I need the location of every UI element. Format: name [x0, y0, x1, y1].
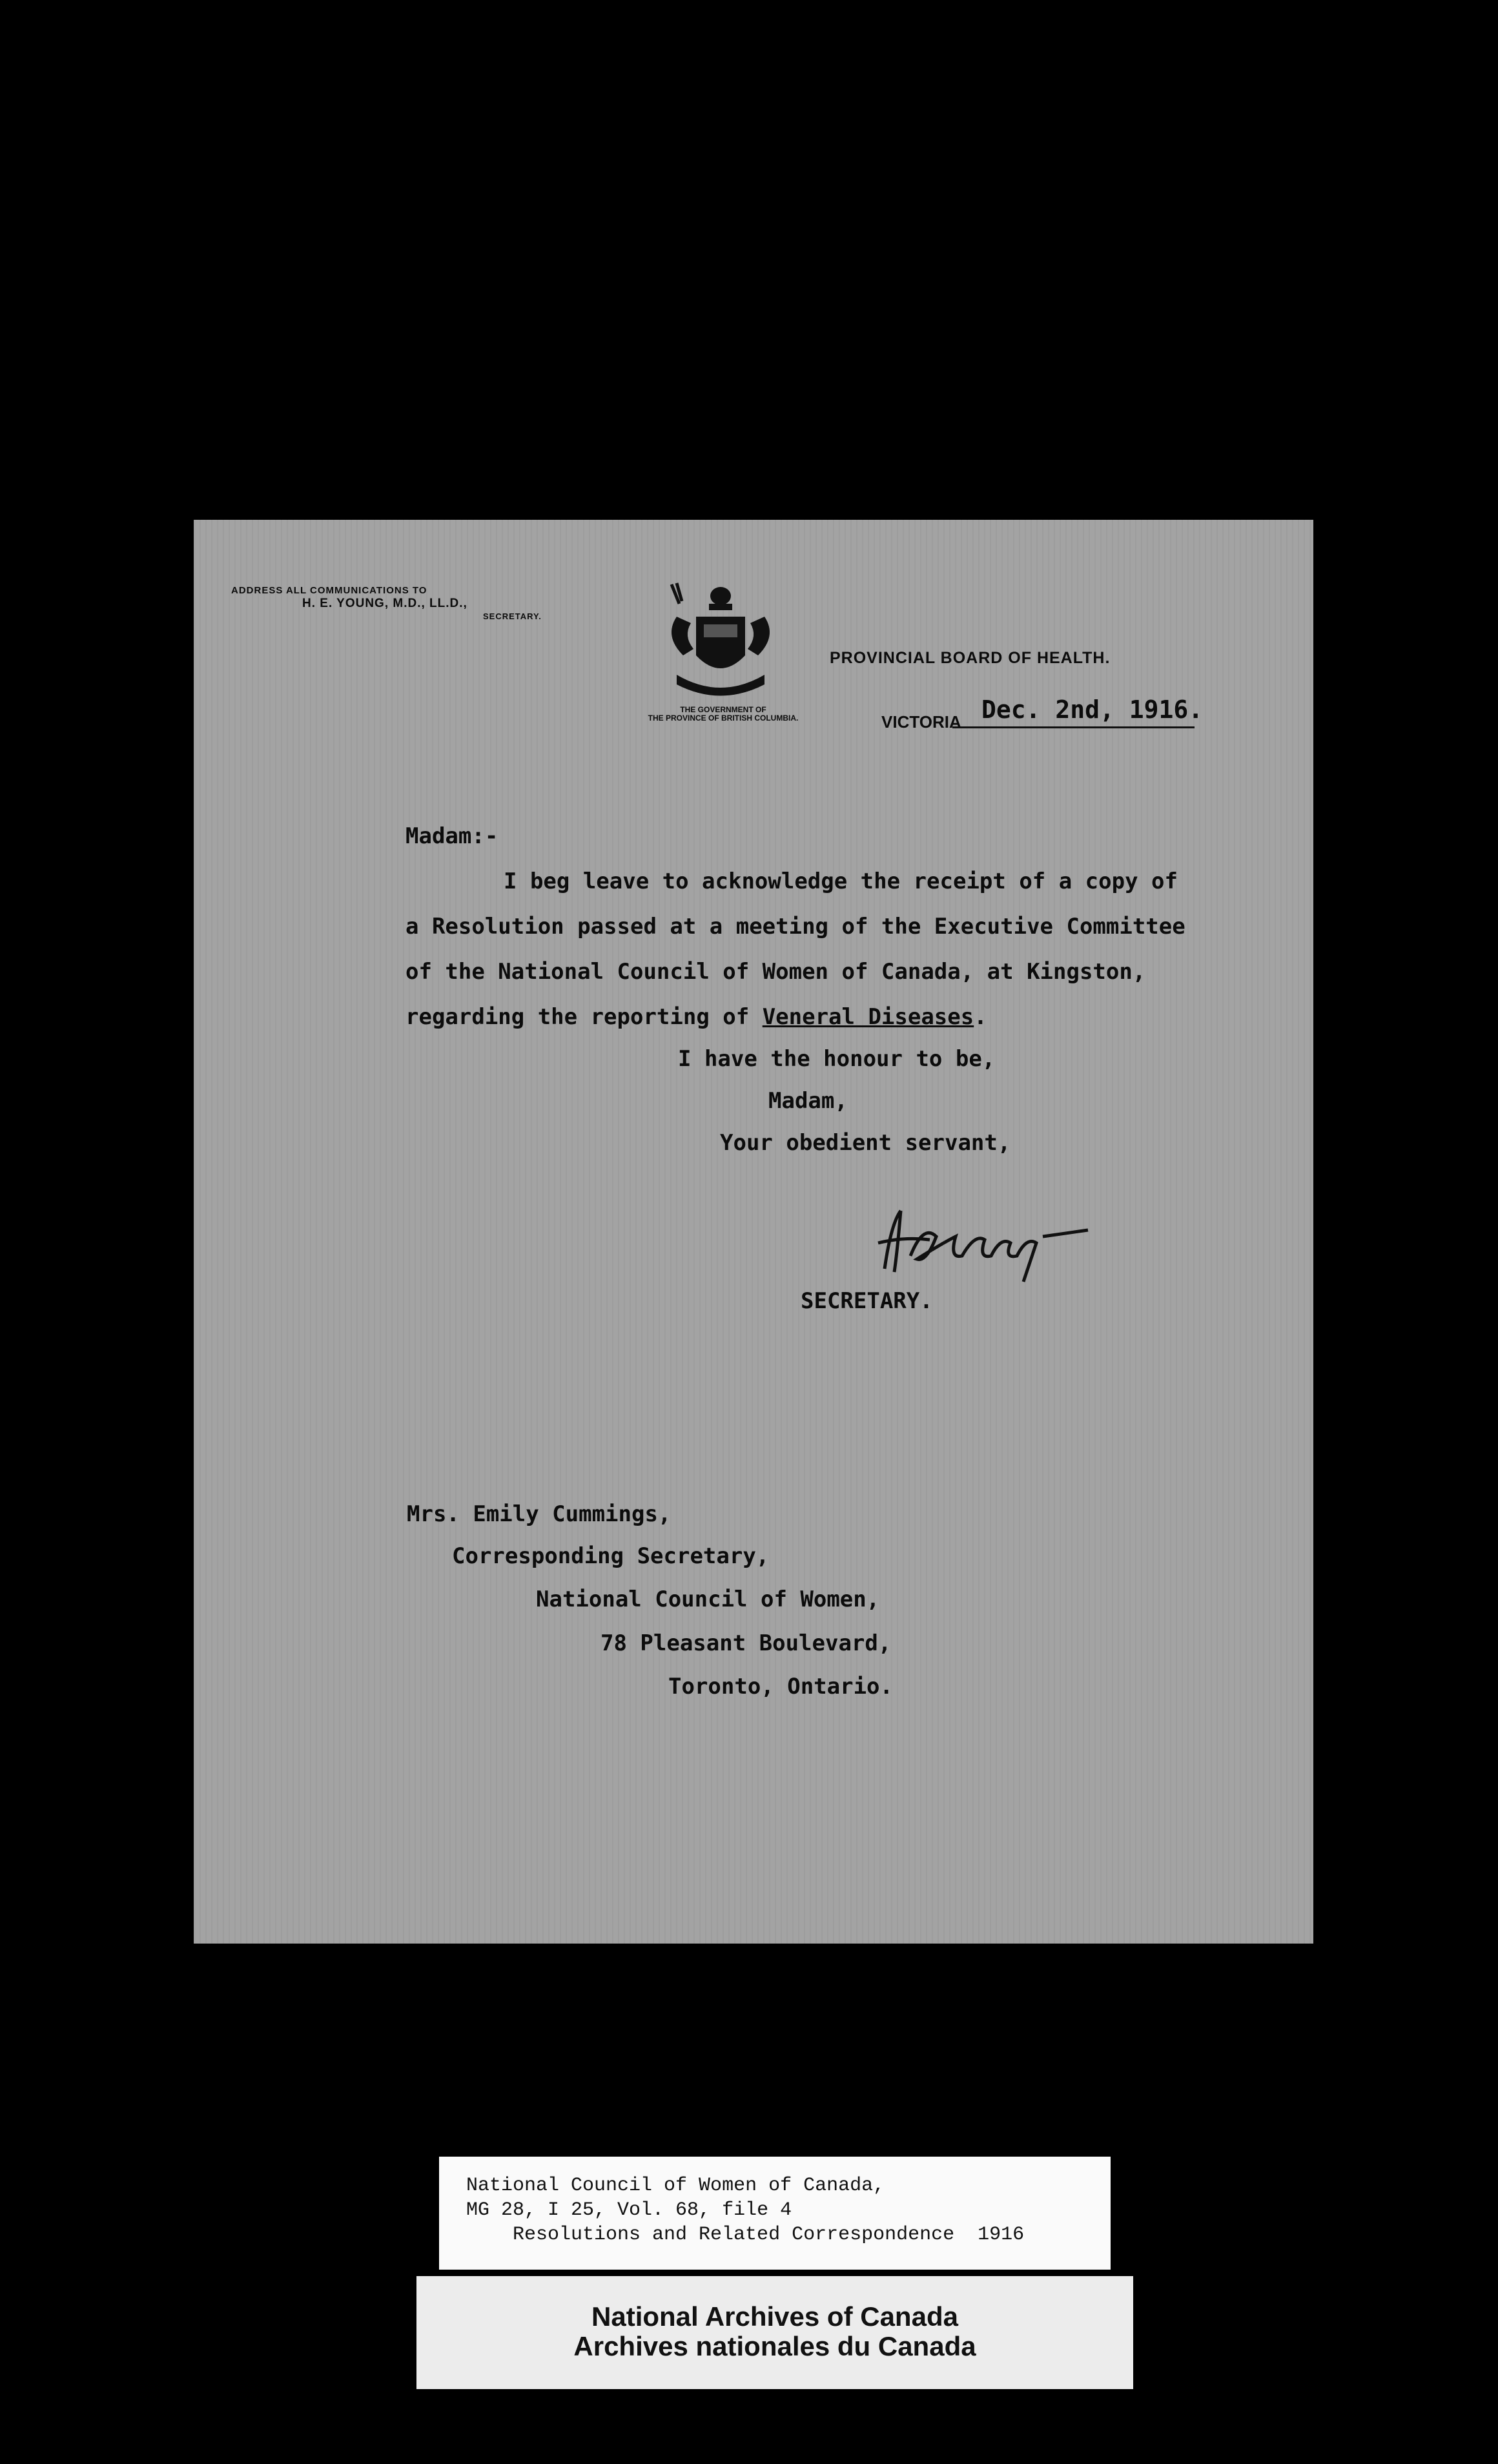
body-line-4-prefix: regarding the reporting of: [405, 1004, 750, 1030]
archive-label-line-3: Resolutions and Related Correspondence 1916: [513, 2224, 1025, 2246]
underlined-phrase: Veneral Diseases: [762, 1004, 974, 1030]
crest-caption-line-2: THE PROVINCE OF BRITISH COLUMBIA.: [648, 714, 799, 723]
recipient-line-5: Toronto, Ontario.: [668, 1674, 893, 1699]
recipient-line-4: 78 Pleasant Boulevard,: [600, 1630, 892, 1656]
letterhead-address: [231, 584, 542, 623]
closing-line-1: I have the honour to be,: [678, 1046, 996, 1072]
archive-reference-label: [439, 2157, 1111, 2270]
letter-date: Dec. 2nd, 1916.: [981, 695, 1204, 724]
letter-page: [194, 520, 1313, 1944]
archives-banner: [416, 2276, 1133, 2389]
address-line-2: H. E. YOUNG, M.D., LL.D.,: [302, 597, 467, 610]
crest-caption: [646, 706, 801, 723]
closing-line-2: Madam,: [768, 1088, 848, 1114]
body-line-4-suffix: .: [974, 1004, 987, 1030]
archives-banner-line-1: National Archives of Canada: [591, 2301, 958, 2332]
salutation: Madam:-: [405, 823, 498, 849]
body-line-4: [405, 1004, 987, 1030]
archives-banner-line-2: Archives nationales du Canada: [573, 2331, 976, 2361]
recipient-line-2: Corresponding Secretary,: [452, 1543, 770, 1569]
recipient-line-3: National Council of Women,: [536, 1586, 880, 1612]
date-underline: [952, 726, 1195, 728]
body-line-3: of the National Council of Women of Canada, at Kingston,: [405, 959, 1146, 985]
coat-of-arms-icon: [657, 578, 784, 707]
archive-label-line-1: National Council of Women of Canada,: [466, 2175, 885, 2197]
closing-line-3: Your obedient servant,: [720, 1130, 1011, 1156]
crest-caption-line-1: THE GOVERNMENT OF: [680, 705, 766, 714]
signatory-title: SECRETARY.: [801, 1288, 933, 1314]
address-line-3: SECRETARY.: [483, 611, 542, 621]
body-line-1: I beg leave to acknowledge the receipt of a copy of: [504, 868, 1178, 894]
signature: [865, 1198, 1098, 1288]
board-title: PROVINCIAL BOARD OF HEALTH.: [830, 649, 1111, 667]
recipient-line-1: Mrs. Emily Cummings,: [407, 1501, 672, 1527]
body-line-2: a Resolution passed at a meeting of the Executive Committee: [405, 914, 1185, 939]
address-line-1: ADDRESS ALL COMMUNICATIONS TO: [231, 585, 427, 596]
archive-label-line-2: MG 28, I 25, Vol. 68, file 4: [466, 2199, 792, 2221]
place-label: VICTORIA: [881, 712, 961, 732]
